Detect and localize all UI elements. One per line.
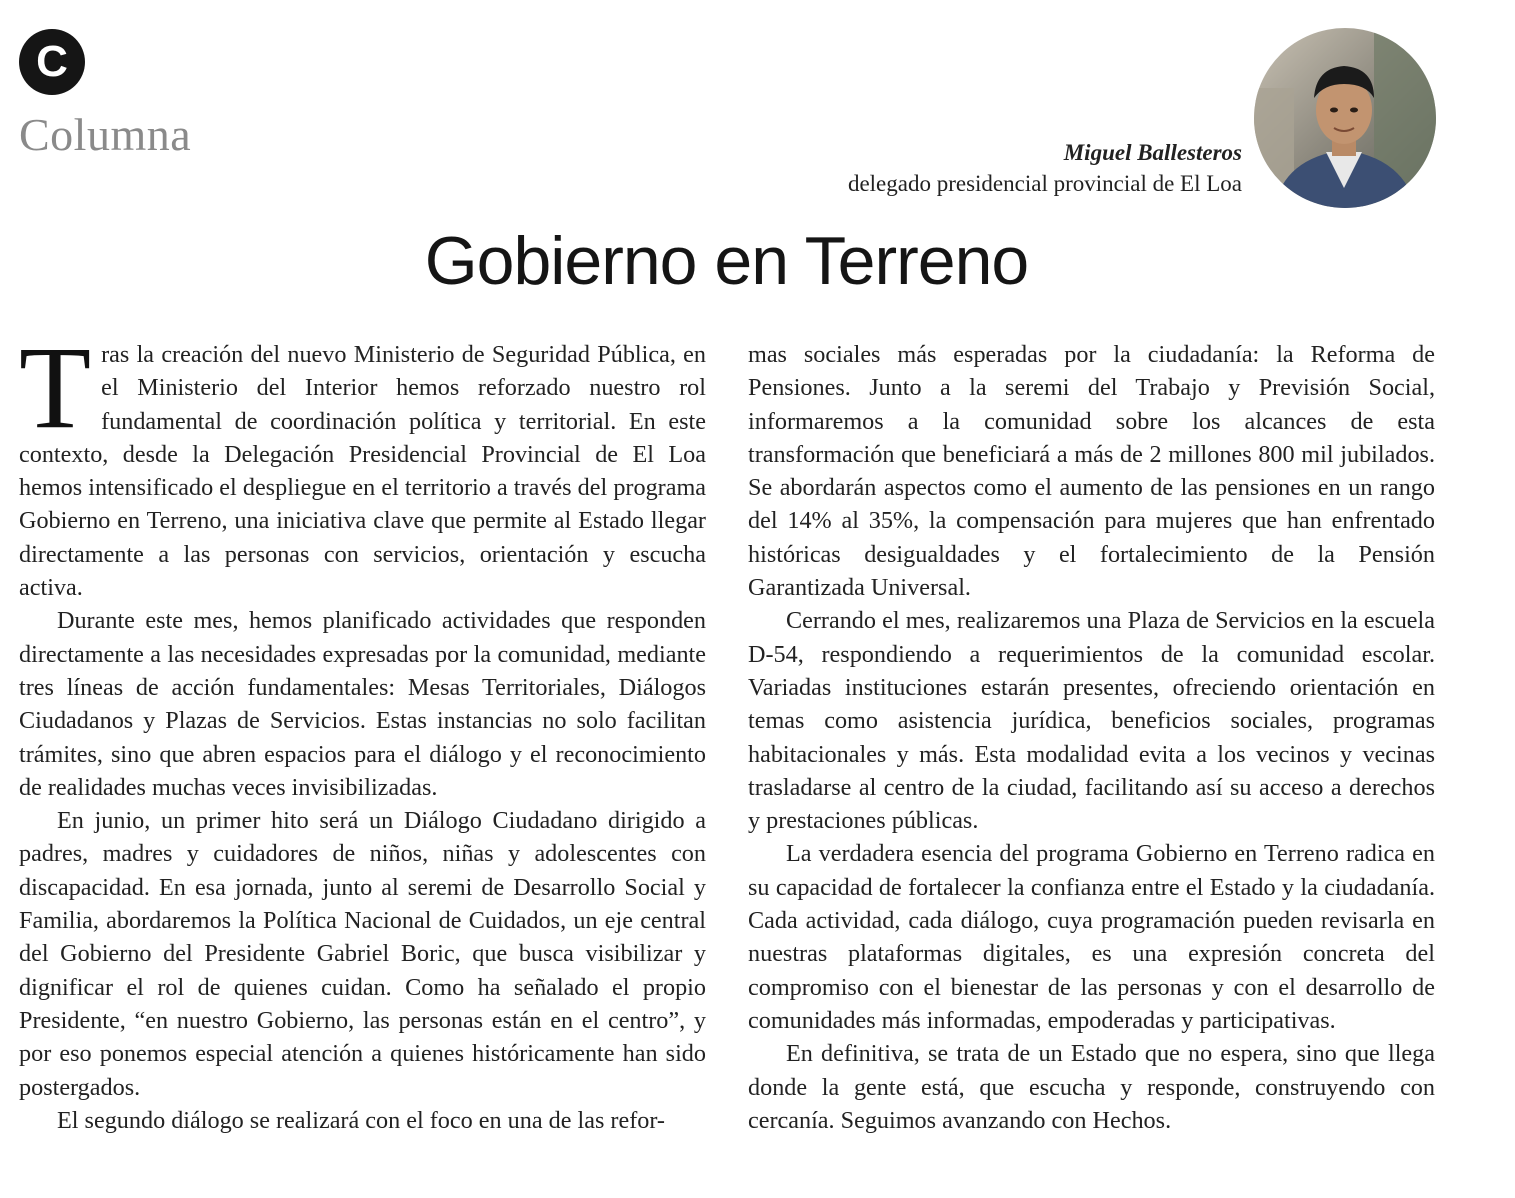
section-label: Columna — [19, 109, 192, 160]
drop-cap: T — [19, 322, 92, 453]
article-column-2 — [748, 338, 1435, 1137]
portrait-illustration — [1254, 28, 1436, 208]
column-badge-letter: C — [36, 37, 68, 86]
article-column-1 — [19, 322, 706, 1137]
paragraph-1-text: ras la creación del nuevo Ministerio de Seguridad Pública, en el Ministerio del Interior hemos reforzado nuestro rol fundamental de coordinación política y territorial. En este contexto, desde la Delegación Presidencial Provincial de El Loa hemos intensificado el despliegue en el territorio a través del programa Gobierno en Terreno, una iniciativa clave que permite al Estado llegar directamente a las personas con servicios, orientación y escucha activa. — [19, 341, 706, 602]
paragraph-6: La verdadera esencia del programa Gobierno en Terreno radica en su capacidad de fortalecer la confianza entre el Estado y la ciudadanía. Cada actividad, cada diálogo, cuya programación pueden revisarla en nuestras plataformas digitales, es una expresión concreta del compromiso con el bienestar de las personas y con el desarrollo de comunidades más informadas, empoderadas y participativas. — [748, 840, 1435, 1034]
paragraph-4-continued: mas sociales más esperadas por la ciudadanía: la Reforma de Pensiones. Junto a la seremi del Trabajo y Previsión Social, informaremos a la comunidad sobre los alcances de esta transformación que beneficiará a más de 2 millones 800 mil jubilados. Se abordarán aspectos como el aumento de las pensiones en un rango del 14% al 35%, la compensación para mujeres que han enfrentado históricas desigualdades y el fortalecimiento de la Pensión Garantizada Universal. — [748, 341, 1435, 602]
article-headline: Gobierno en Terreno — [424, 223, 1029, 299]
paragraph-5: Cerrando el mes, realizaremos una Plaza de Servicios en la escuela D-54, respondiendo a requerimientos de la comunidad escolar. Variadas instituciones estarán presentes, ofreciendo orientación en temas como asistencia jurídica, beneficios sociales, programas habitacionales y más. Esta modalidad evita a los vecinos y vecinas trasladarse al centro de la ciudad, facilitando así su acceso a derechos y prestaciones públicas. — [748, 607, 1435, 835]
paragraph-7: En definitiva, se trata de un Estado que no espera, sino que llega donde la gente está, que escucha y responde, construyendo con cercanía. Seguimos avanzando con Hechos. — [748, 1040, 1435, 1134]
paragraph-3: En junio, un primer hito será un Diálogo Ciudadano dirigido a padres, madres y cuidadores de niños, niñas y adolescentes con discapacidad. En esa jornada, junto al seremi de Desarrollo Social y Familia, abordaremos la Política Nacional de Cuidados, un eje central del Gobierno del Presidente Gabriel Boric, que busca visibilizar y dignificar el rol de quienes cuidan. Como ha señalado el propio Presidente, “en nuestro Gobierno, las personas están en el centro”, y por eso ponemos especial atención a quienes históricamente han sido postergados. — [19, 807, 706, 1101]
author-portrait-photo — [1254, 28, 1436, 208]
author-name: Miguel Ballesteros — [1063, 140, 1242, 165]
column-badge-icon — [19, 29, 85, 95]
author-role: delegado presidencial provincial de El Loa — [847, 171, 1242, 196]
paragraph-1 — [19, 322, 706, 604]
paragraph-4-start: El segundo diálogo se realizará con el foco en una de las refor- — [57, 1106, 665, 1134]
paragraph-2: Durante este mes, hemos planificado actividades que responden directamente a las necesidades expresadas por la comunidad, mediante tres líneas de acción fundamentales: Mesas Territoriales, Diálogos Ciudadanos y Plazas de Servicios. Estas instancias no solo facilitan trámites, sino que abren espacios para el diálogo y el reconocimiento de realidades muchas veces invisibilizadas. — [19, 607, 706, 801]
byline — [848, 138, 1242, 200]
